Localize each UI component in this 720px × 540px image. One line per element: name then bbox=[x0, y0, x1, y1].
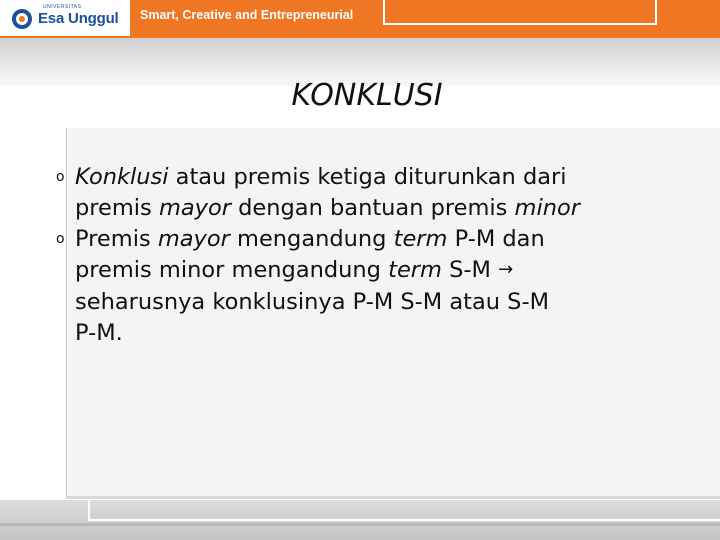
bullet-1-line-2: premis mayor dengan bantuan premis minor bbox=[75, 195, 580, 221]
slide-title: KONKLUSI bbox=[291, 78, 443, 113]
right-arrow-icon: → bbox=[498, 259, 514, 280]
logo-name: Esa Unggul bbox=[38, 10, 119, 27]
bullet-1-line-1: Konklusi atau premis ketiga diturunkan dari bbox=[75, 164, 567, 190]
logo-emblem-icon bbox=[12, 9, 32, 29]
bottom-decor-line bbox=[90, 519, 720, 521]
bullet-2-line-3: seharusnya konklusinya P-M S-M atau S-M bbox=[75, 289, 549, 315]
bullet-marker-icon: o bbox=[56, 169, 65, 185]
bullet-marker-icon: o bbox=[56, 231, 65, 247]
header-tagline: Smart, Creative and Entrepreneurial bbox=[140, 8, 354, 22]
bullet-item-2 bbox=[0, 224, 720, 349]
bottom-decor-cap bbox=[88, 500, 90, 521]
bullet-2-line-2: premis minor mengandung term S-M → bbox=[75, 257, 514, 283]
bullet-2-line-1: Premis mayor mengandung term P-M dan bbox=[75, 226, 545, 252]
bullet-item-1 bbox=[0, 162, 720, 224]
panel-bottom-line bbox=[66, 496, 720, 499]
header-bar bbox=[0, 0, 720, 38]
university-logo bbox=[0, 0, 130, 38]
logo-subtitle: UNIVERSITAS bbox=[43, 4, 82, 10]
header-decor-box bbox=[383, 0, 657, 25]
bullet-list bbox=[0, 162, 720, 349]
bullet-2-line-4: P-M. bbox=[75, 320, 123, 346]
bottom-decor-line-2 bbox=[0, 523, 720, 526]
